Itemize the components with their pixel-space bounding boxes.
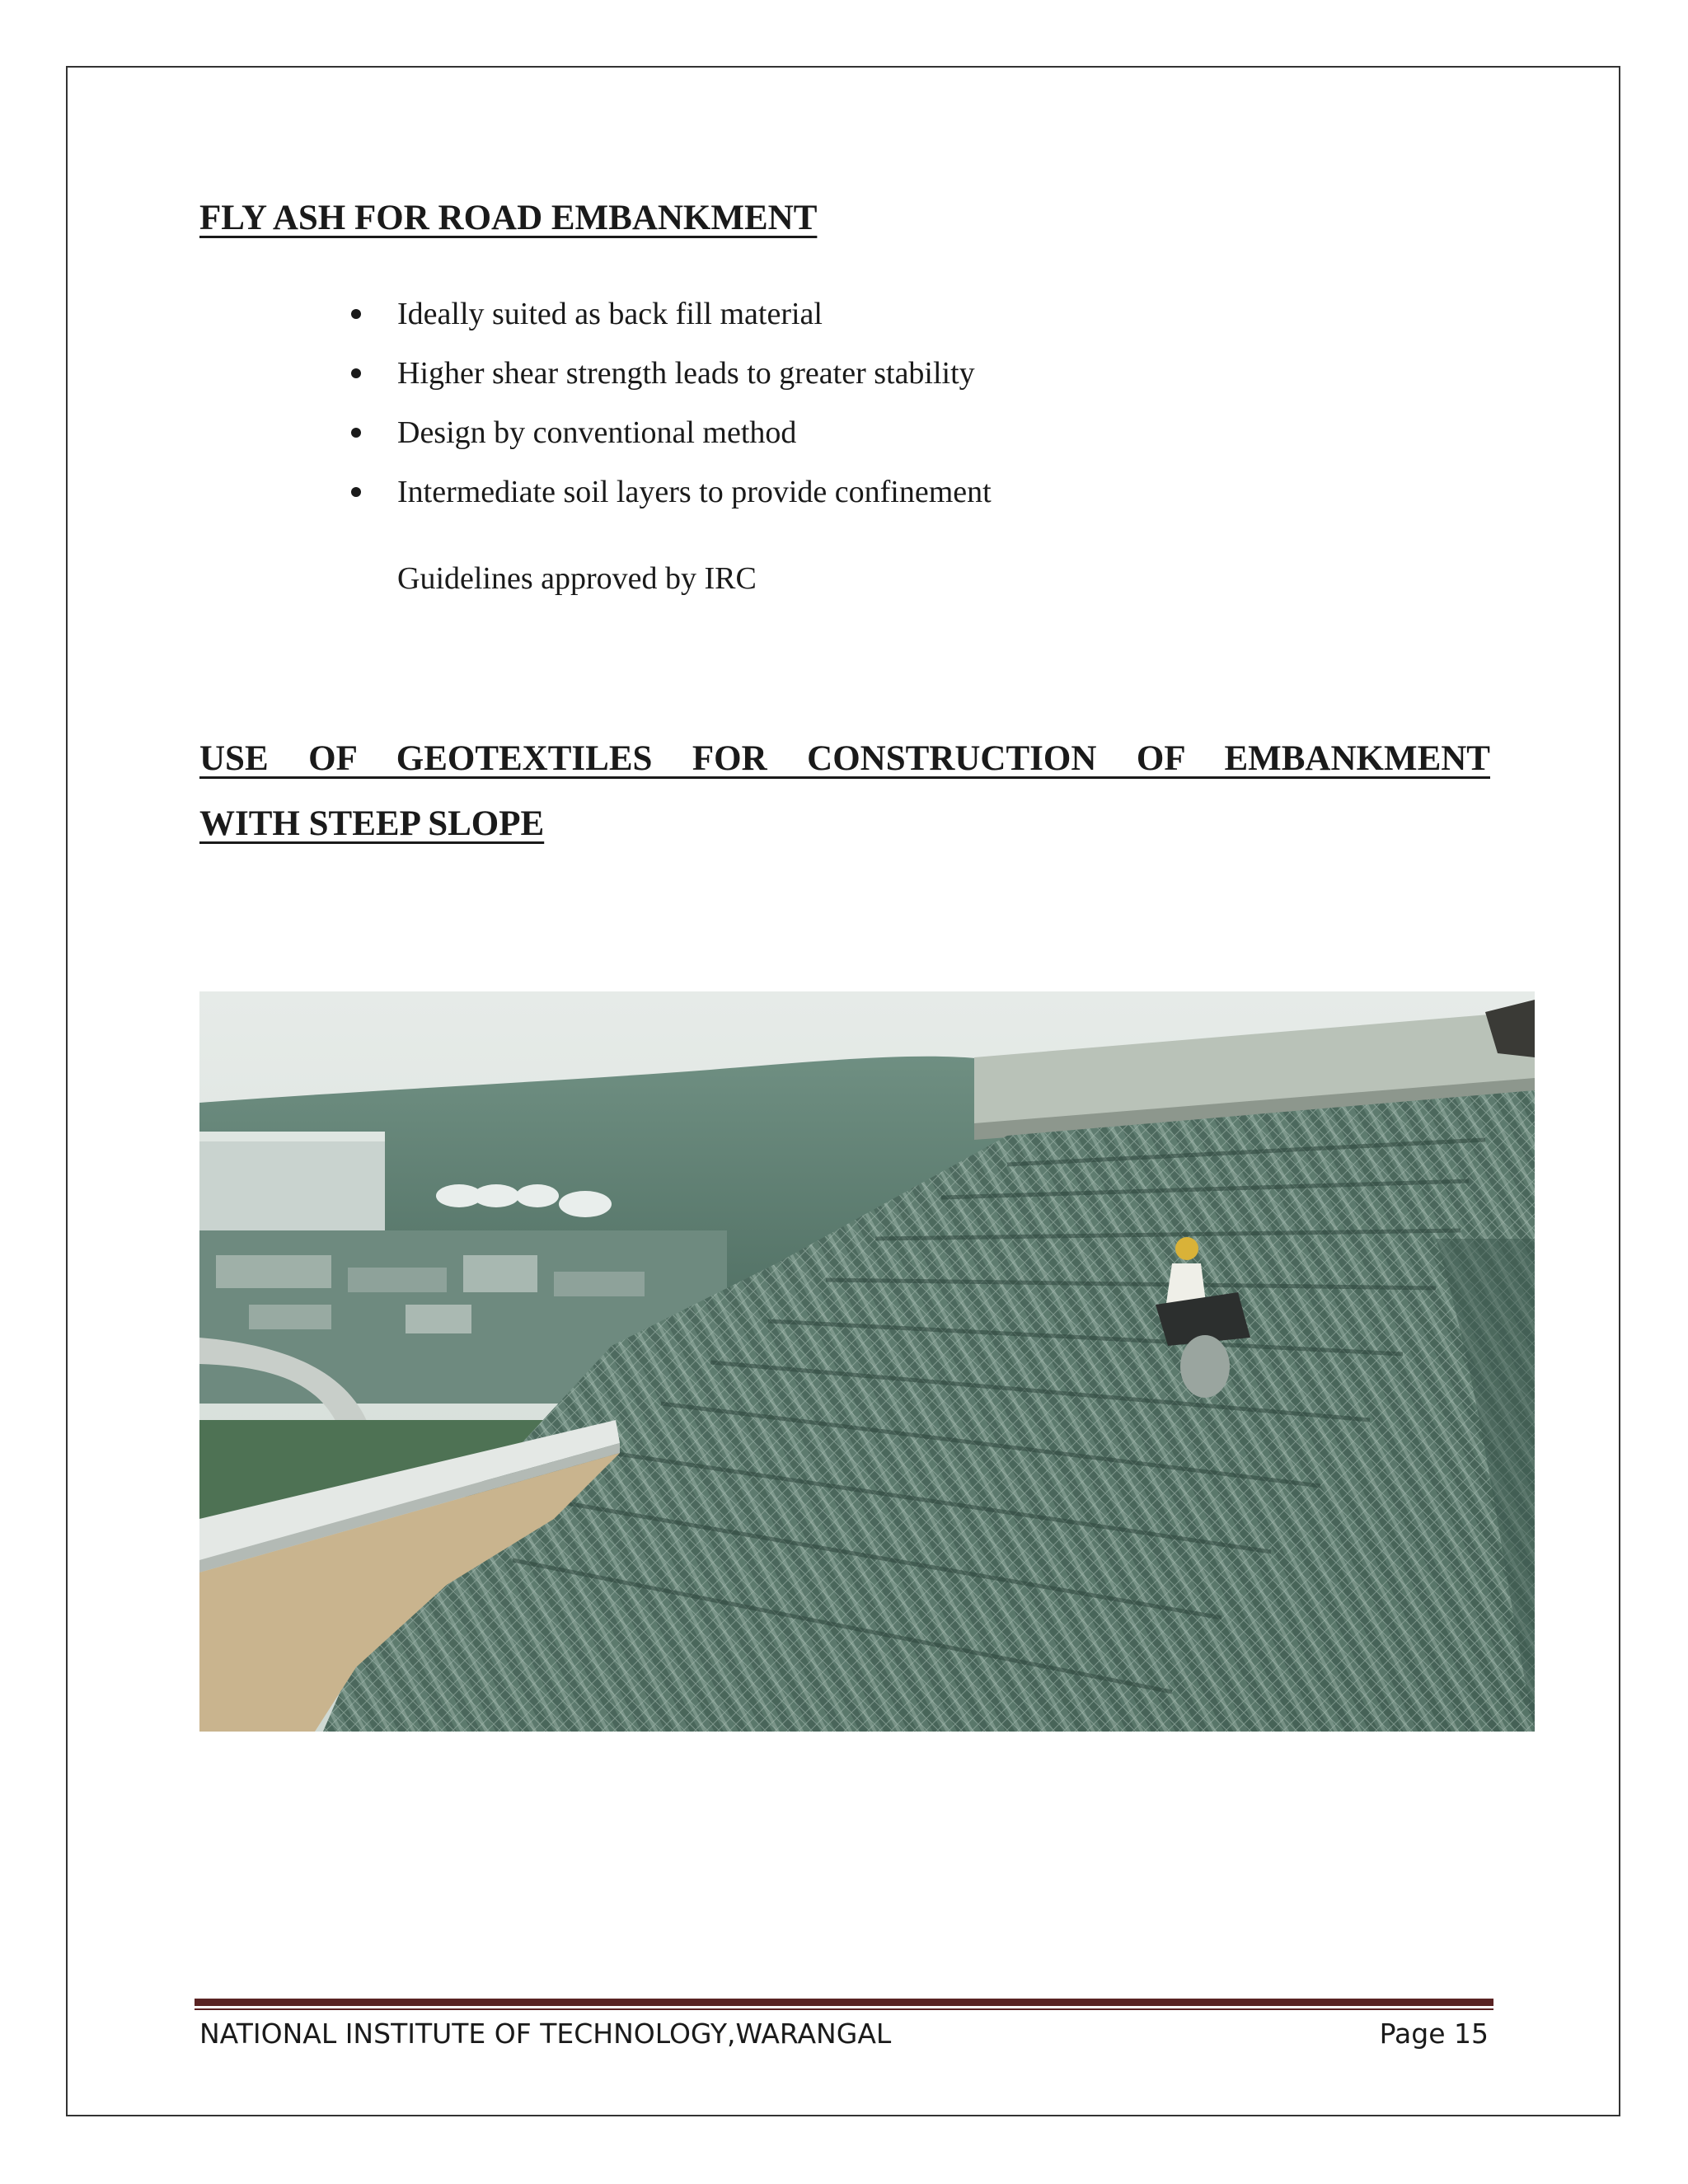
section-heading-geotextiles-line1: USE OF GEOTEXTILES FOR CONSTRUCTION OF EMBANKMENT [199,739,1490,778]
bullet-text: Design by conventional method [397,415,797,450]
fly-ash-bullet-list [346,293,992,530]
bullet-item [346,293,992,352]
footer-page-number: Page 15 [1379,2018,1489,2050]
bullet-item [346,471,992,530]
bullet-text: Intermediate soil layers to provide confinement [397,475,992,509]
bullet-item [346,411,992,471]
bullet-text: Ideally suited as back fill material [397,297,823,331]
bullet-icon [351,428,361,438]
section-heading-geotextiles-line2: WITH STEEP SLOPE [199,804,545,843]
bullet-icon [351,487,361,497]
section-heading-fly-ash: FLY ASH FOR ROAD EMBANKMENT [199,199,818,237]
bullet-icon [351,368,361,378]
footer-institution: NATIONAL INSTITUTE OF TECHNOLOGY,WARANGAL [199,2018,892,2050]
guidelines-note: Guidelines approved by IRC [397,561,757,596]
embankment-photo [199,991,1535,1732]
bullet-text: Higher shear strength leads to greater stability [397,356,975,391]
footer-rule [195,1999,1493,2006]
bullet-icon [351,309,361,319]
footer-rule-thin [195,2008,1493,2010]
bullet-item [346,352,992,411]
